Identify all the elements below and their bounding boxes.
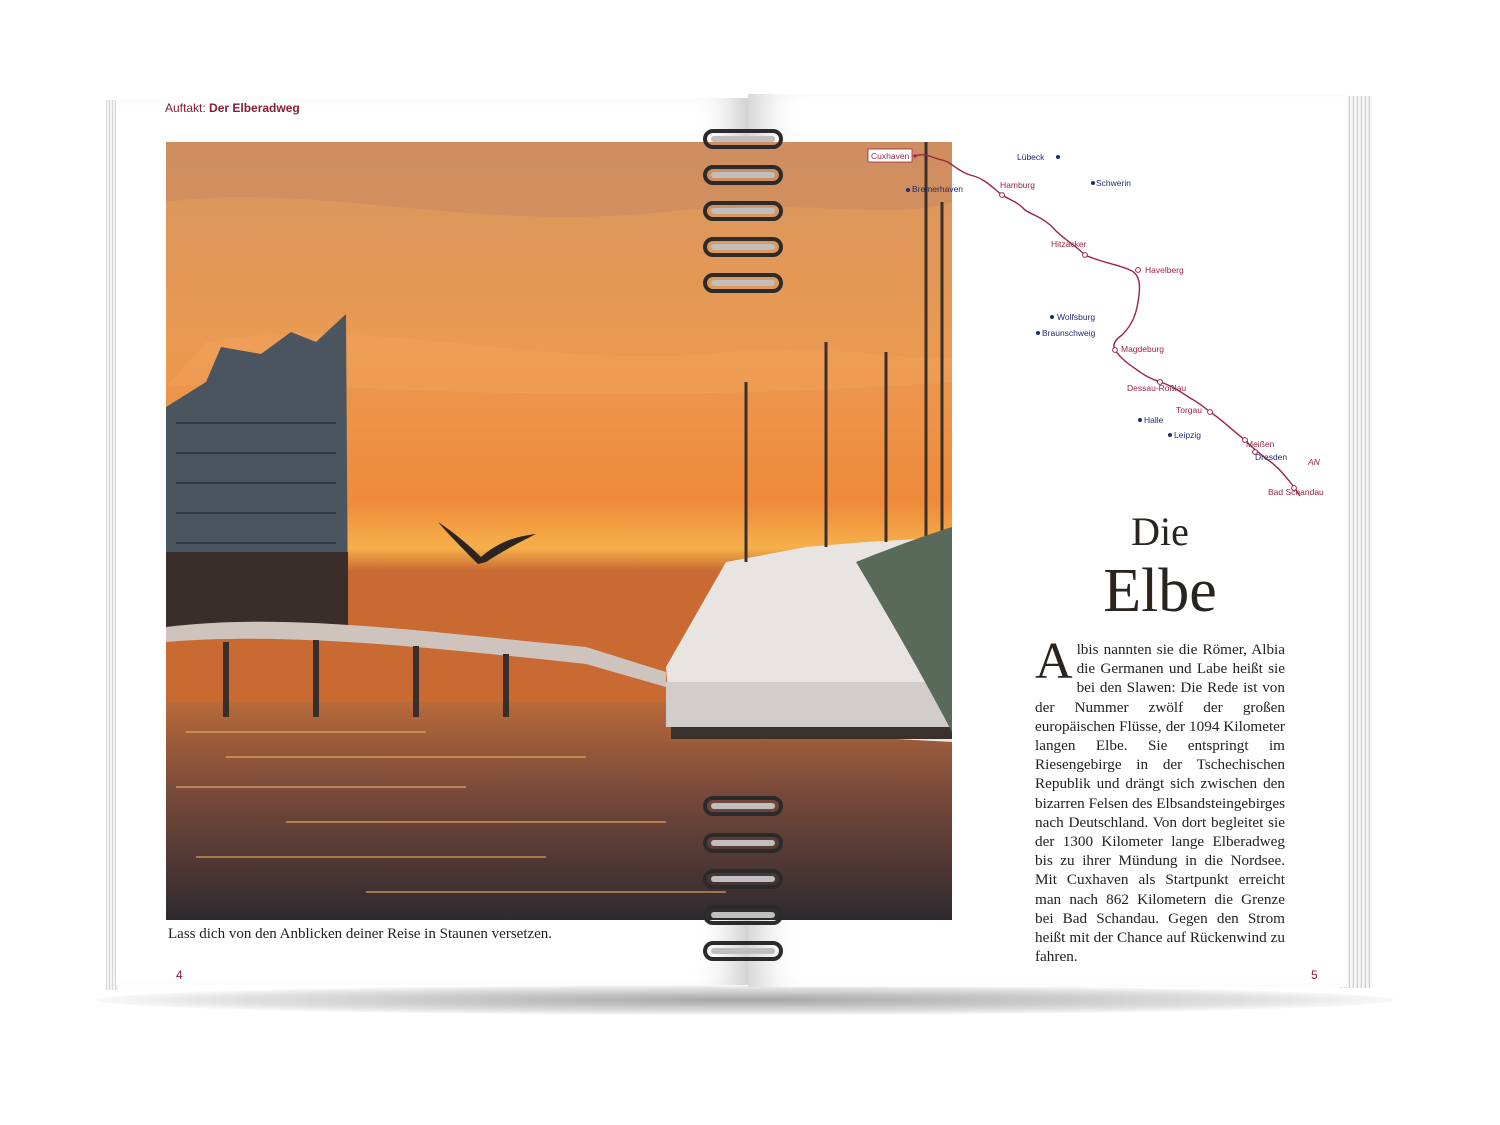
town-dot bbox=[1050, 315, 1054, 319]
heading-line-2: Elbe bbox=[1103, 557, 1217, 625]
elbe-route-line bbox=[915, 155, 1300, 496]
north-marker: AN bbox=[1308, 457, 1320, 467]
town-label-cuxhaven: Cuxhaven bbox=[871, 151, 910, 161]
page-number-right: 5 bbox=[1311, 968, 1318, 982]
town-dot bbox=[1113, 348, 1118, 353]
running-head bbox=[165, 101, 300, 115]
heading-line-1: Die bbox=[1131, 509, 1189, 554]
town-label-dresden: Dresden bbox=[1255, 452, 1288, 462]
spiral-ring bbox=[703, 128, 783, 150]
elbe-route-map bbox=[860, 140, 1340, 510]
town-label-halle: Halle bbox=[1144, 415, 1164, 425]
book-shadow bbox=[95, 985, 1395, 1015]
town-dot bbox=[1138, 418, 1142, 422]
town-label-leipzig: Leipzig bbox=[1174, 430, 1201, 440]
town-dot bbox=[1056, 155, 1060, 159]
town-dot bbox=[1083, 253, 1088, 258]
photo-caption: Lass dich von den Anblicken deiner Reise in Staunen versetzen. bbox=[168, 926, 553, 942]
town-label-bad-schandau: Bad Schandau bbox=[1268, 487, 1324, 497]
town-label-magdeburg: Magdeburg bbox=[1121, 344, 1165, 354]
town-dot bbox=[1036, 331, 1040, 335]
spiral-ring bbox=[703, 904, 783, 926]
town-dot bbox=[1091, 181, 1095, 185]
town-label-dessau: Dessau-Roßlau bbox=[1127, 383, 1187, 393]
running-head-prefix: Auftakt: bbox=[165, 101, 206, 115]
harbour-sunset-photo bbox=[166, 142, 952, 920]
spiral-ring bbox=[703, 200, 783, 222]
intro-text: lbis nannten sie die Römer, Albia die Germanen und Labe heißt sie bei den Slawen: Die Rede ist von der Nummer zwölf der großen europäischen Flüsse, der 1094 Kilometer langen Elbe. Sie entspringt im Riesengebirge in der Tschechischen Republik und drängt sich zwischen den bizarren Felsen des Elbsandsteingebirges nach Deutschland. Von dort begleitet sie der 1300 Kilometer lange Elberadweg bis zu ihrer Mündung in die Nordsee. Mit Cuxhaven als Startpunkt erreicht man nach 862 Kilometern die Grenze bei Bad Schandau. Gegen den Strom heißt mit der Chance auf Rückenwind zu fahren. bbox=[1035, 641, 1285, 966]
town-label-havelberg: Havelberg bbox=[1145, 265, 1184, 275]
drop-cap: A bbox=[1035, 633, 1073, 690]
spiral-ring bbox=[703, 236, 783, 258]
spiral-ring bbox=[703, 164, 783, 186]
spiral-ring bbox=[703, 832, 783, 854]
running-head-title: Der Elberadweg bbox=[209, 101, 300, 115]
town-label-torgau: Torgau bbox=[1176, 405, 1202, 415]
spiral-ring bbox=[703, 868, 783, 890]
town-label-luebeck: Lübeck bbox=[1017, 152, 1045, 162]
town-label-braunschweig: Braunschweig bbox=[1042, 328, 1096, 338]
intro-paragraph bbox=[1035, 633, 1285, 966]
spiral-ring bbox=[703, 940, 783, 962]
page-number-left: 4 bbox=[176, 968, 183, 982]
town-label-hamburg: Hamburg bbox=[1000, 180, 1035, 190]
town-label-wolfsburg: Wolfsburg bbox=[1057, 312, 1096, 322]
town-dot bbox=[906, 188, 910, 192]
town-dot bbox=[1168, 433, 1172, 437]
town-label-hitzacker: Hitzacker bbox=[1051, 239, 1087, 249]
town-dot bbox=[1000, 193, 1005, 198]
town-dot bbox=[1208, 410, 1213, 415]
town-label-bremerhaven: Bremerhaven bbox=[912, 184, 964, 194]
spiral-ring bbox=[703, 795, 783, 817]
town-dot bbox=[1136, 268, 1141, 273]
town-label-meissen: Meißen bbox=[1246, 439, 1275, 449]
spiral-ring bbox=[703, 272, 783, 294]
town-label-schwerin: Schwerin bbox=[1096, 178, 1131, 188]
town-dot bbox=[913, 154, 916, 157]
